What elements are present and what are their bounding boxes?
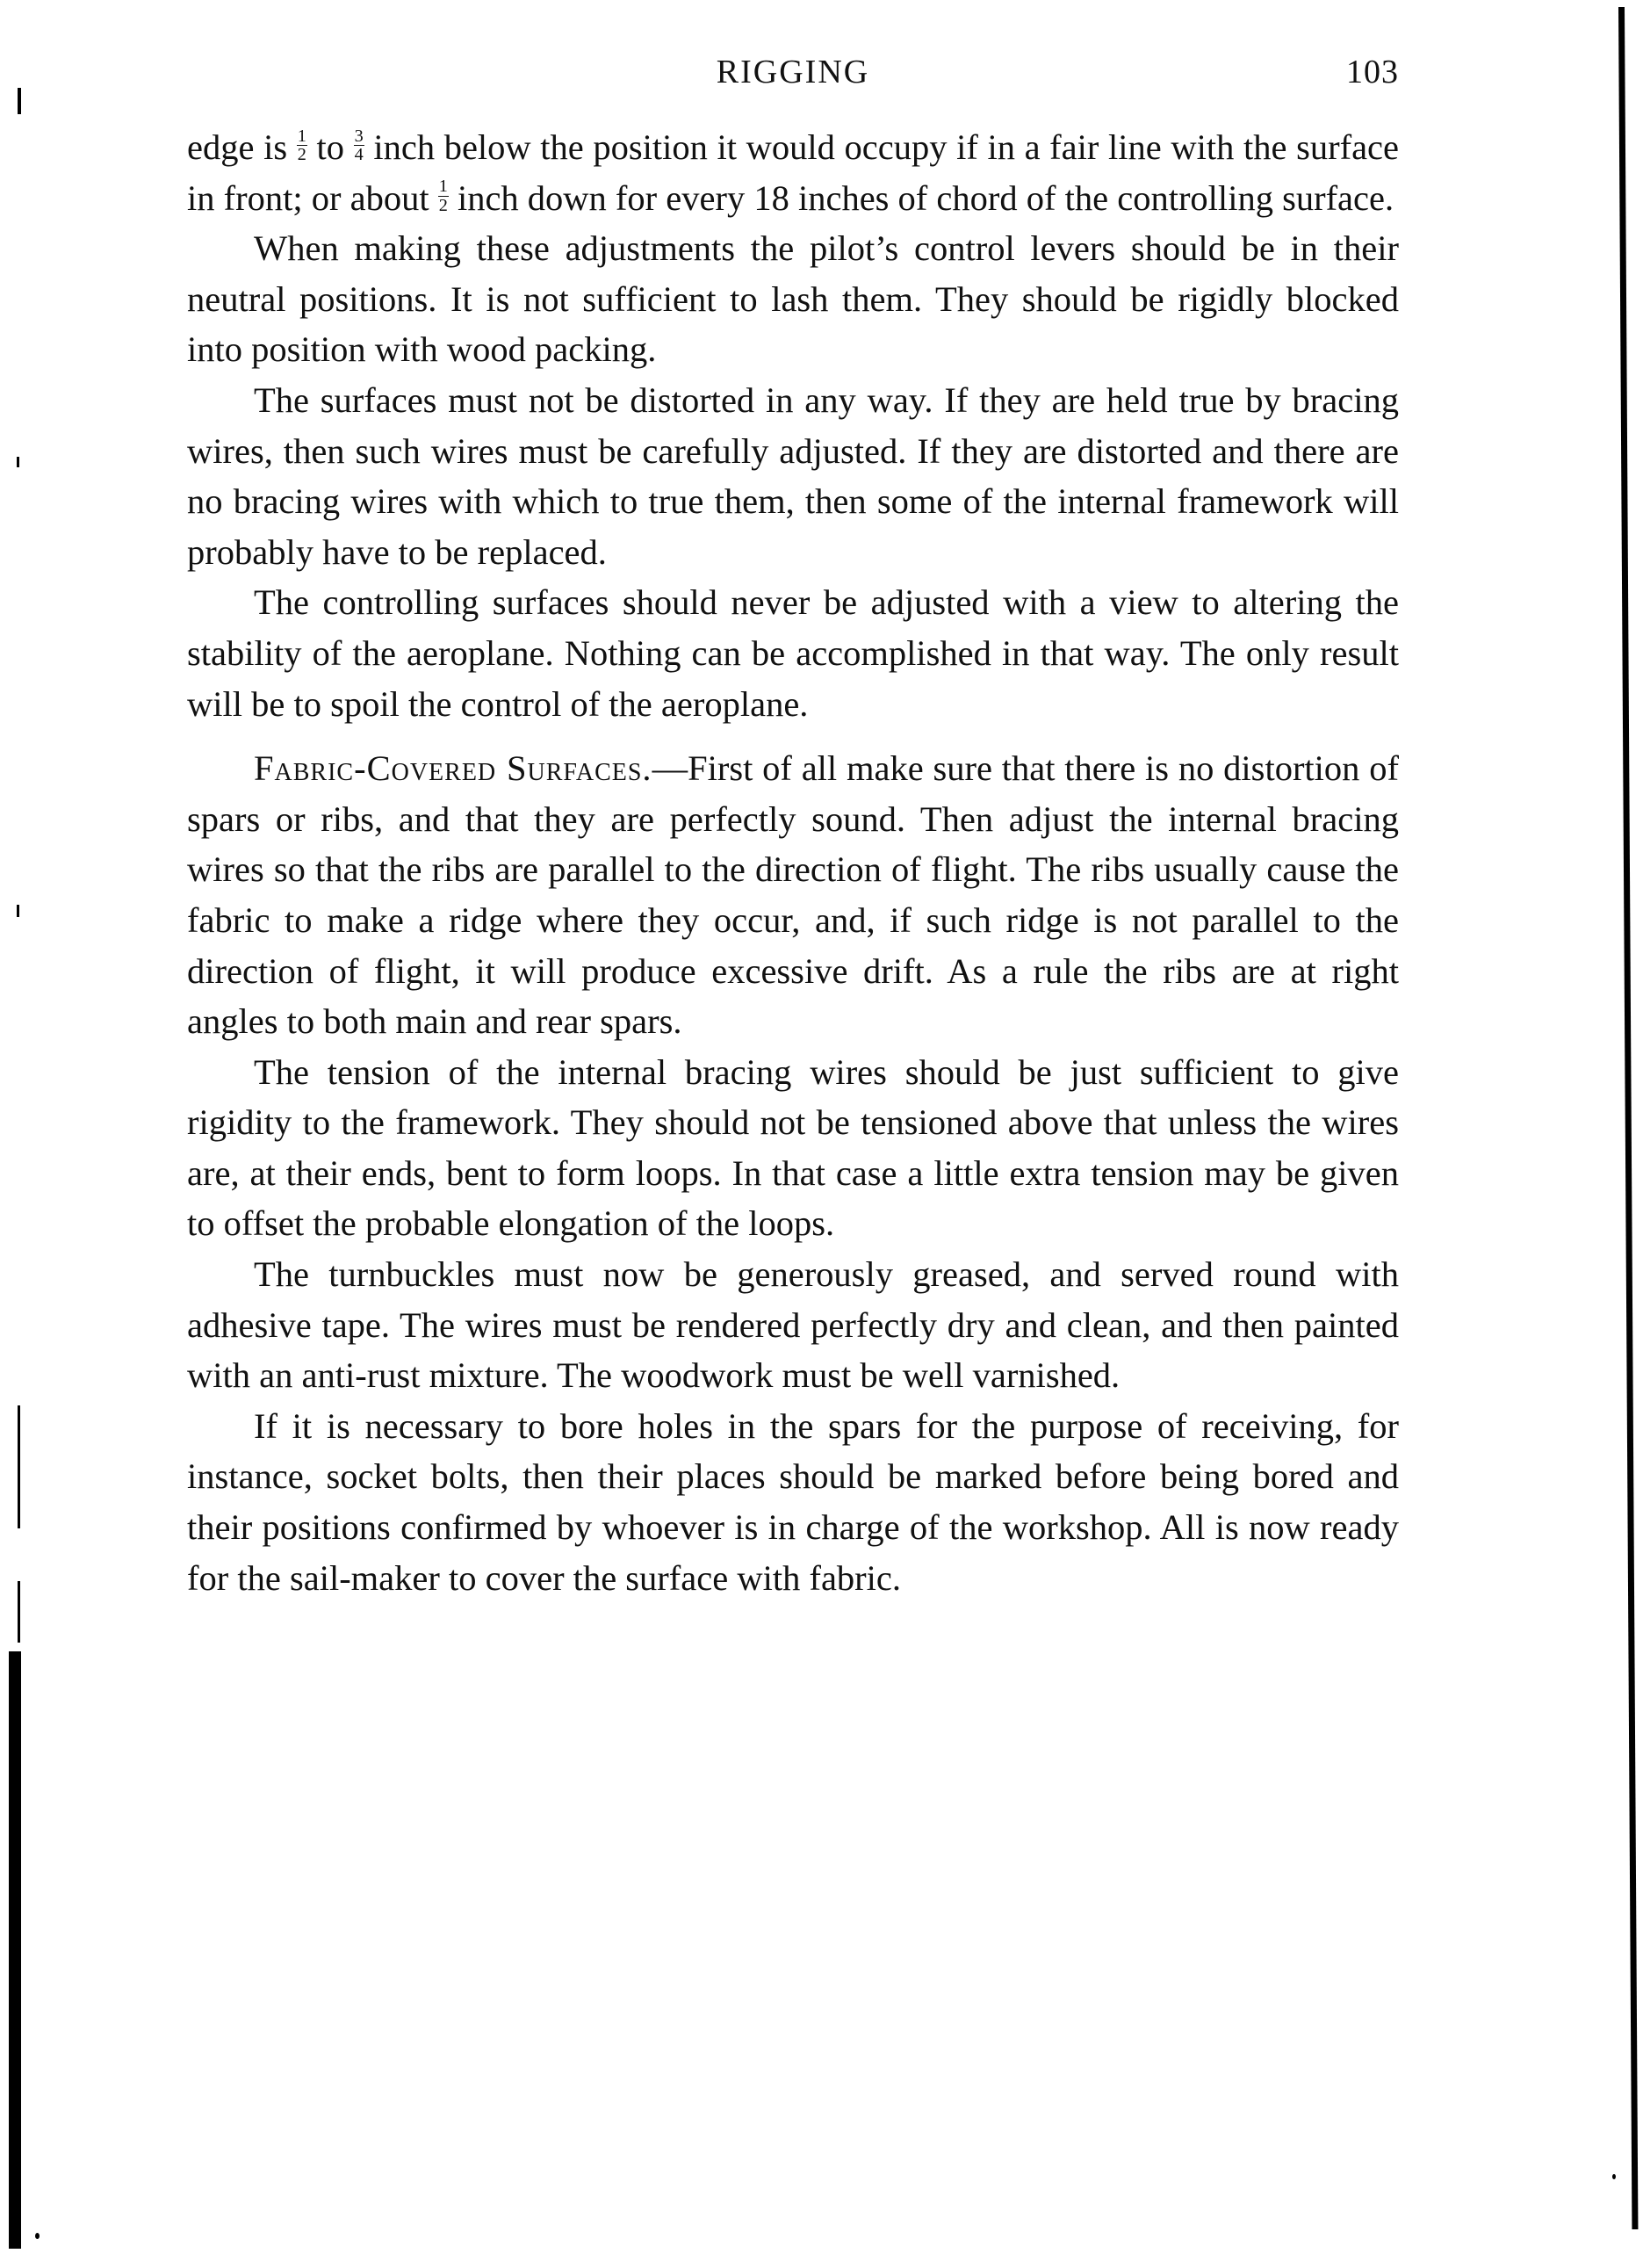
text-run: to: [306, 127, 354, 167]
scan-speck: [35, 2233, 40, 2239]
scan-edge-left-mark: [18, 88, 21, 114]
scan-edge-left-mark: [18, 1581, 20, 1643]
paragraph: The tension of the internal bracing wires should be just sufficient to give rigidity to the framework. They should not be tensioned above that unless the wires are, at their ends, bent to form loops. In that case a little extra tension may be given to offset the probable elongation of the loops.: [187, 1051, 1399, 1244]
paragraph: If it is necessary to bore holes in the spars for the purpose of receiving, for instance, socket bolts, then their places should be marked before being bored and their positions confirmed by whoever is in charge of the workshop. All is now ready for the sail-maker to cover the surface with fabric.: [187, 1405, 1399, 1598]
page-number: 103: [1346, 54, 1399, 90]
running-head: [187, 53, 1399, 105]
scan-speck: [1612, 2174, 1616, 2179]
fraction-three-quarters: [354, 127, 364, 164]
fraction-numerator: 1: [297, 126, 306, 146]
fraction-numerator: 3: [354, 126, 364, 146]
fraction-one-half: [438, 177, 449, 214]
text-run: —First of all make sure that there is no distortion of spars or ribs, and that they are perfectly sound. Then adjust the internal bracing wires so that the ribs are parallel to the direction of flight. The ribs usually cause the fabric to make a ridge where they occur, and, if such ridge is not parallel to the direction of flight, it will produce excessive drift. As a rule the ribs are at right angles to both main and rear spars.: [187, 748, 1399, 1042]
fraction-denominator: 2: [297, 145, 306, 164]
scan-edge-left-mark: [17, 905, 19, 917]
scan-edge-left-band: [9, 1651, 21, 2249]
text-run: inch down for every 18 inches of chord of the controlling surface.: [448, 177, 1394, 218]
running-title: RIGGING: [716, 54, 870, 90]
text-run: edge is: [187, 127, 297, 167]
paragraph: The controlling surfaces should never be adjusted with a view to altering the stability of the aeroplane. Nothing can be accomplished in that way. The only result will be to spoil the control of the aeroplane.: [187, 582, 1399, 724]
fraction-denominator: 4: [354, 145, 364, 164]
scan-edge-left-mark: [17, 457, 19, 467]
fraction-one-half: [297, 127, 307, 164]
fraction-numerator: 1: [438, 177, 448, 197]
paragraph: The surfaces must not be distorted in any way. If they are held true by bracing wires, then such wires must be carefully adjusted. If they are distorted and there are no bracing wires with which to true them, then some of the internal framework will probably have to be replaced.: [187, 379, 1399, 572]
scan-edge-right: [1618, 7, 1638, 2229]
paragraph: [187, 122, 1399, 223]
paragraph-fabric-covered-surfaces: [187, 743, 1399, 1047]
fraction-denominator: 2: [438, 195, 448, 215]
text-run: inch below the position it would occupy if in a fair line with the surface in front; or about: [187, 127, 1399, 218]
paragraph: When making these adjustments the pilot’s control levers should be in their neutral positions. It is not sufficient to lash them. They should be rigidly blocked into position with wood packing.: [187, 228, 1399, 370]
paragraph: The turnbuckles must now be generously greased, and served round with adhesive tape. The wires must be rendered perfectly dry and clean, and then painted with an anti-rust mixture. The woodwork must be well varnished.: [187, 1254, 1399, 1396]
section-heading: Fabric-Covered Surfaces.: [254, 748, 652, 789]
body-text: [187, 122, 1399, 1603]
scan-edge-left-mark: [18, 1405, 20, 1528]
